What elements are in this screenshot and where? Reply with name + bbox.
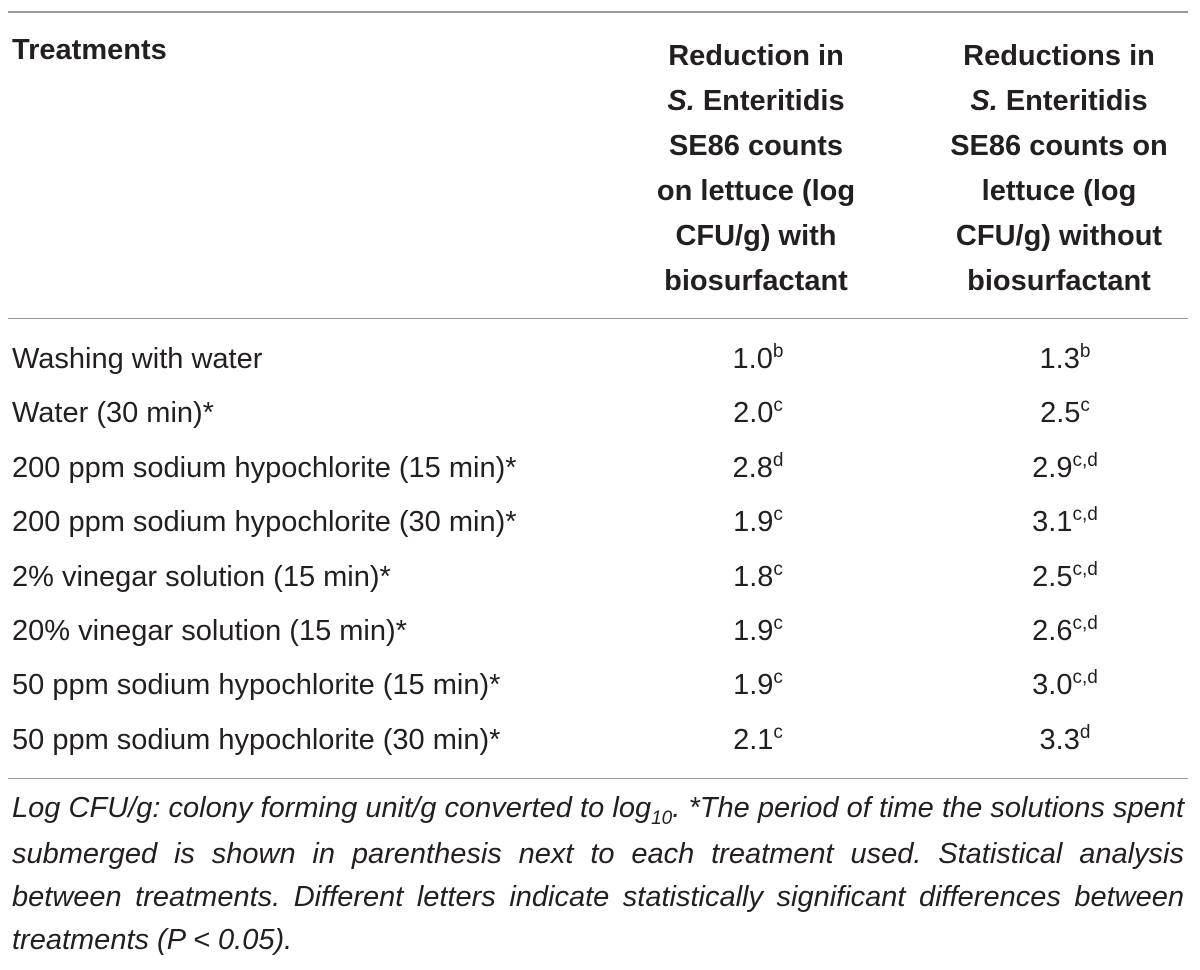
without-biosurfactant-cell [935,386,1195,444]
without-biosurfactant-cell [935,332,1195,390]
reduction-value: 2.5 [1032,560,1073,593]
header-line: SE86 counts [668,130,844,162]
significance-letters: c,d [1072,558,1098,580]
reduction-value: 1.9 [733,615,774,647]
treatment-cell: 200 ppm sodium hypochlorite (30 min)* [12,506,517,539]
with-biosurfactant-cell [628,550,888,608]
significance-letters: c [773,395,783,417]
header-treatments: Treatments [12,34,167,66]
treatment-cell: 50 ppm sodium hypochlorite (15 min)* [12,669,501,702]
header-line: Reductions in [963,40,1155,72]
reduction-value: 1.0 [732,343,773,375]
header-line: lettuce (log [981,175,1137,207]
reduction-value: 3.3 [1039,723,1080,756]
significance-letters: c,d [1072,449,1098,471]
treatment-cell: 200 ppm sodium hypochlorite (15 min)* [12,451,517,484]
treatment-cell: Water (30 min)* [12,397,214,430]
reduction-value: 2.5 [1040,397,1081,430]
footnote-subscript: 10 [651,808,673,829]
table-bottom-rule [8,778,1188,779]
significance-letters: c [773,721,783,743]
header-line: S. Enteritidis [667,85,845,117]
significance-letters: c,d [1072,504,1098,526]
header-line: CFU/g) without [955,220,1163,252]
significance-letters: c [773,667,783,689]
significance-letters: b [772,341,784,362]
header-line: CFU/g) with [675,220,837,252]
with-biosurfactant-cell [628,441,888,499]
table-row [0,495,1200,549]
reduction-value: 2.8 [732,451,773,484]
treatment-cell: 50 ppm sodium hypochlorite (30 min)* [12,723,501,756]
without-biosurfactant-cell [935,550,1195,608]
reduction-value: 2.9 [1032,451,1073,484]
header-line: biosurfactant [967,265,1151,297]
reduction-value: 2.1 [733,723,774,756]
significance-letters: c,d [1072,667,1098,689]
significance-letters: c [1080,395,1090,417]
without-biosurfactant-cell [935,604,1195,662]
reduction-value: 2.6 [1032,615,1073,647]
without-biosurfactant-cell [935,495,1195,553]
species-italic: S. [667,85,695,117]
header-without-biosurfactant [930,34,1188,304]
significance-letters: d [772,449,784,471]
significance-letters: c,d [1072,613,1098,634]
reduction-value: 1.9 [733,506,774,539]
reduction-value: 1.9 [733,669,774,702]
significance-letters: c [773,558,783,580]
header-bottom-rule [8,318,1188,319]
table-footnote: Log CFU/g: colony forming unit/g converted to $\log_{10}$. *The period of time the solutions spent submerged is shown in parenthesis next to each treatment used. Statistical analysis between treatments. Different letters indicate statistically significant differences between treatments (P < 0.05). [12,792,1184,956]
without-biosurfactant-cell [935,713,1195,771]
significance-letters: b [1079,341,1091,362]
table-row [0,713,1200,767]
with-biosurfactant-cell [628,332,888,390]
without-biosurfactant-cell [935,441,1195,499]
reduction-value: 1.3 [1039,343,1080,375]
without-biosurfactant-cell [935,658,1195,716]
treatment-cell: 2% vinegar solution (15 min)* [12,560,391,593]
header-line: S. Enteritidis [970,85,1148,117]
significance-letters: d [1079,721,1091,743]
table-row [0,386,1200,440]
header-with-biosurfactant [632,34,880,304]
header-line: SE86 counts on [950,130,1168,162]
header-line: on lettuce (log [656,175,856,207]
header-line: Reduction in [668,40,844,72]
significance-letters: c [773,613,783,634]
header-line: biosurfactant [664,265,848,297]
species-italic: S. [970,85,998,117]
treatment-cell: Washing with water [12,343,263,375]
table-top-rule [8,11,1188,13]
with-biosurfactant-cell [628,713,888,771]
with-biosurfactant-cell [628,386,888,444]
table-row [0,332,1200,386]
reduction-value: 1.8 [733,560,774,593]
reduction-value: 3.1 [1032,506,1073,539]
significance-letters: c [773,504,783,526]
with-biosurfactant-cell [628,658,888,716]
reduction-value: 2.0 [733,397,774,430]
with-biosurfactant-cell [628,495,888,553]
reduction-value: 3.0 [1032,669,1073,702]
table-row [0,604,1200,658]
table-row [0,658,1200,712]
treatment-cell: 20% vinegar solution (15 min)* [12,615,407,647]
table-row [0,441,1200,495]
table-row [0,550,1200,604]
with-biosurfactant-cell [628,604,888,662]
